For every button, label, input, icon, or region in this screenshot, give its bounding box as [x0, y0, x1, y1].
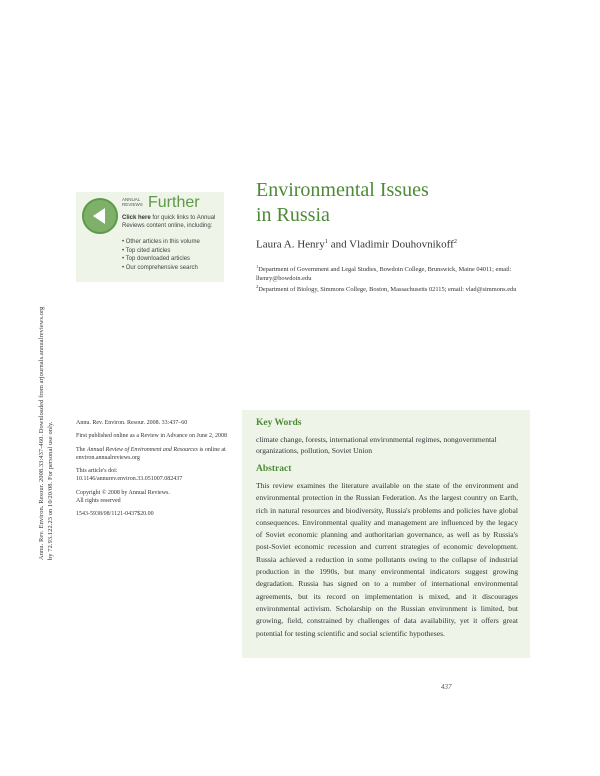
copyright-block	[76, 489, 236, 506]
author-henry: Laura A. Henry	[256, 238, 325, 251]
authors	[256, 238, 457, 251]
back-arrow-icon	[93, 208, 105, 224]
further-item-other-articles[interactable]: • Other articles in this volume	[122, 239, 200, 245]
further-list	[122, 238, 200, 272]
article-title	[256, 178, 516, 228]
affiliation-1	[256, 262, 526, 283]
author-and: and	[327, 238, 350, 251]
doi[interactable]: 10.1146/annurev.environ.33.051007.082437	[76, 476, 183, 483]
article-meta	[76, 419, 236, 524]
keywords-heading: Key Words	[256, 418, 302, 428]
affiliation-2	[256, 282, 526, 294]
citation: Annu. Rev. Environ. Resour. 2008. 33:437–60	[76, 420, 188, 426]
download-notice-line1: Annu. Rev. Environ. Resour. 2008.33:437-460. Downloaded from arjournals.annualreviews.org	[38, 306, 45, 560]
affiliation-1-text: Department of Government and Legal Studies, Bowdoin College, Brunswick, Maine 04011; email: lhenry@bowdoin.edu	[256, 266, 512, 283]
issn: 1543-5938/08/1121-0437$20.00	[76, 511, 154, 518]
author-douhovnikoff: Vladimir Douhovnikoff	[349, 238, 454, 251]
author-douhovnikoff-sup: 2	[453, 238, 458, 245]
keywords-text: climate change, forests, international environmental regimes, nongovernmental organizations, pollution, Soviet Union	[256, 435, 497, 456]
further-item-search[interactable]: • Our comprehensive search	[122, 264, 198, 271]
download-notice-line2: by 72.93.122.23 on 10/20/08. For personal use only.	[47, 421, 54, 560]
further-link-icon[interactable]	[82, 198, 118, 234]
author-henry-sup: 1	[324, 238, 328, 245]
journal-suffix: is online at environ.annualreviews.org	[76, 446, 226, 461]
abstract-text: This review examines the literature available on the state of the environment and environmental protection in the Russian Federation. As the largest country on Earth, rich in natural resources and biodiversity, Russia's problems and policies have global consequences. Environmental quality and management are influenced by the legacy of Soviet economic planning and authoritarian governance, as well as by Russia's post-Soviet economic recession and current strategies of economic development. Russia achieved a reduction in some pollutants owing to the collapse of industrial production in the 1990s, but many environmental indicators suggest growing degradation. Russia has signed on to a number of international environmental agreements, but its record on implementation is mixed, and it discourages environmental activism. Scholarship on the Russian environment is limited, but growing, field, constrained by challenges of data availability, yet it offers great potential for testing scientific and social scientific hypotheses.	[256, 481, 518, 638]
first-published: First published online as a Review in Advance on June 2, 2008	[76, 433, 227, 440]
doi-label: This article's doi:	[76, 468, 118, 475]
article-title-line2: in Russia	[256, 204, 330, 226]
doi-block	[76, 467, 236, 484]
journal-prefix: The	[76, 446, 87, 453]
further-item-top-cited[interactable]: • Top cited articles	[122, 247, 171, 254]
click-here-link[interactable]: Click here	[122, 215, 151, 221]
further-heading: Further	[148, 194, 200, 211]
article-title-line1: Environmental Issues	[256, 179, 429, 201]
page-number: 437	[441, 683, 452, 691]
affiliation-2-text: Department of Biology, Simmons College, Boston, Massachusetts 02115; email: vlad@simmons.edu	[258, 286, 517, 294]
journal-name: Annual Review of Environment and Resources	[86, 446, 198, 453]
affiliation-2-sup: 2	[256, 284, 259, 289]
affiliation-1-sup: 1	[256, 264, 259, 269]
annual-reviews-label: ANNUAL REVIEWS	[122, 197, 143, 207]
further-item-top-downloaded[interactable]: • Top downloaded articles	[122, 256, 191, 262]
download-notice	[32, 230, 72, 560]
rights: All rights reserved	[76, 498, 121, 505]
copyright: Copyright © 2008 by Annual Reviews.	[76, 489, 170, 496]
further-description-text: for quick links to Annual Reviews content online, including:	[122, 215, 216, 229]
abstract-heading: Abstract	[256, 464, 292, 474]
journal-online	[76, 446, 236, 463]
further-description	[122, 214, 222, 230]
